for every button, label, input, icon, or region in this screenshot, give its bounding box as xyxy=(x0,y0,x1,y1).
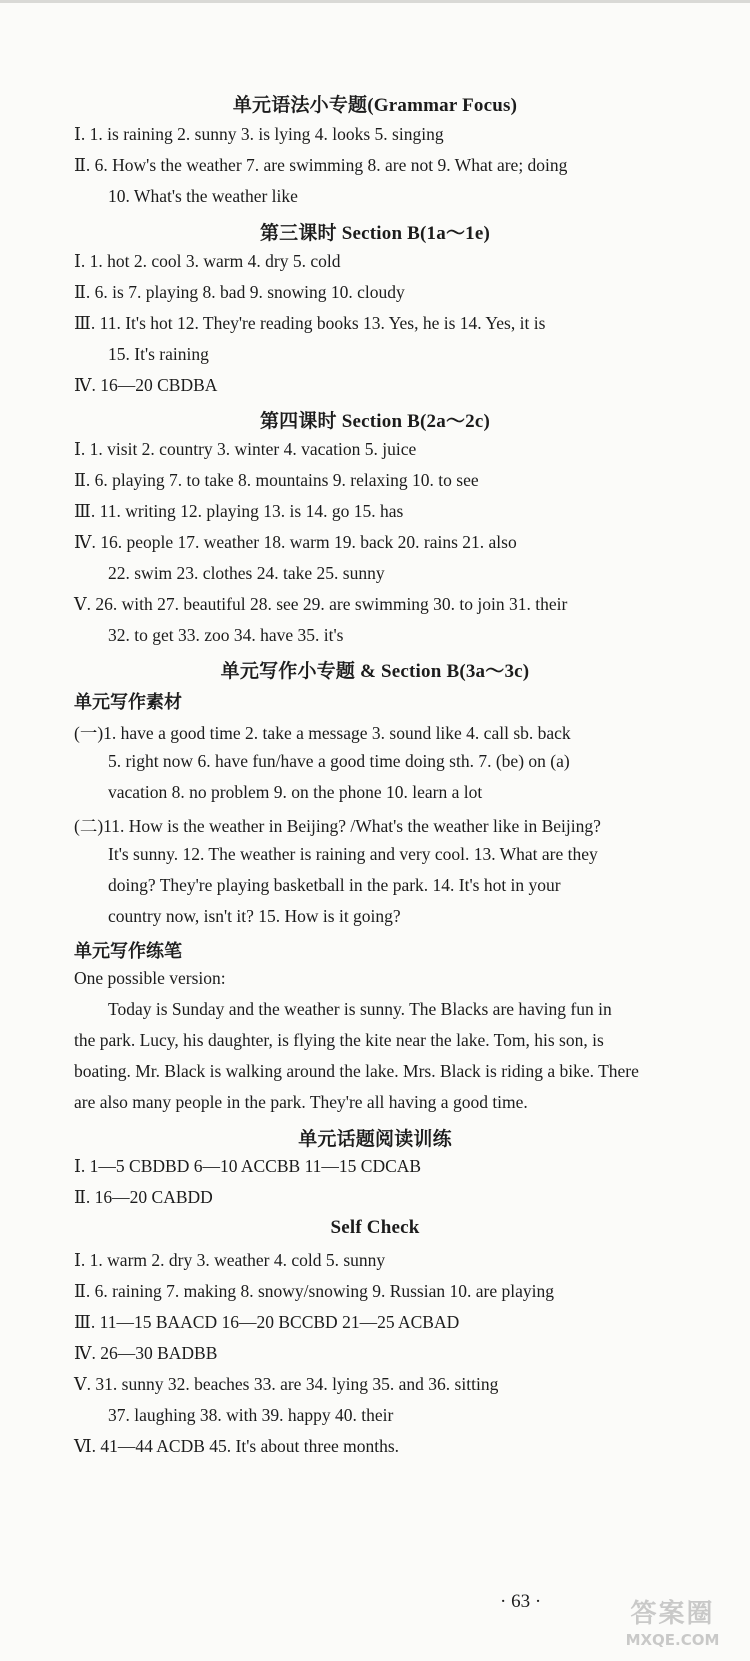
writing-line-4: (二)11. How is the weather in Beijing? /What's the weather like in Beijing? xyxy=(74,816,601,836)
grammar-line-2: Ⅱ. 6. How's the weather 7. are swimming 8. are not 9. What are; doing xyxy=(74,155,568,175)
page-number: · 63 · xyxy=(500,1591,542,1612)
writing-line-1: (一)1. have a good time 2. take a message 3. sound like 4. call sb. back xyxy=(74,723,571,743)
s3-line-1: Ⅰ. 1. hot 2. cool 3. warm 4. dry 5. cold xyxy=(74,251,341,271)
s3-line-2: Ⅱ. 6. is 7. playing 8. bad 9. snowing 10. cloudy xyxy=(74,282,405,302)
grammar-line-3: 10. What's the weather like xyxy=(108,186,298,206)
writing-line-7: country now, isn't it? 15. How is it going? xyxy=(108,906,401,926)
selfcheck-line-5: Ⅴ. 31. sunny 32. beaches 33. are 34. lying 35. and 36. sitting xyxy=(74,1374,499,1394)
heading-writing-section: 单元写作小专题 & Section B(3a～3c) xyxy=(220,661,530,682)
heading-section-b-1a-1e: 第三课时 Section B(1a～1e) xyxy=(259,223,491,244)
s4-line-1: Ⅰ. 1. visit 2. country 3. winter 4. vacation 5. juice xyxy=(74,439,417,459)
s4-line-2: Ⅱ. 6. playing 7. to take 8. mountains 9. relaxing 10. to see xyxy=(74,470,479,490)
practice-line-3: boating. Mr. Black is walking around the lake. Mrs. Black is riding a bike. There xyxy=(74,1061,639,1081)
s3-line-3: Ⅲ. 11. It's hot 12. They're reading books 13. Yes, he is 14. Yes, it is xyxy=(74,313,546,333)
heading-section-b-2a-2c: 第四课时 Section B(2a～2c) xyxy=(259,411,491,432)
practice-line-1: Today is Sunday and the weather is sunny. The Blacks are having fun in xyxy=(108,999,612,1019)
s4-line-7: 32. to get 33. zoo 34. have 35. it's xyxy=(108,625,344,645)
s4-line-4: Ⅳ. 16. people 17. weather 18. warm 19. back 20. rains 21. also xyxy=(74,532,517,552)
selfcheck-line-2: Ⅱ. 6. raining 7. making 8. snowy/snowing 9. Russian 10. are playing xyxy=(74,1281,554,1301)
subheading-writing-material: 单元写作素材 xyxy=(74,692,182,712)
practice-line-2: the park. Lucy, his daughter, is flying the kite near the lake. Tom, his son, is xyxy=(74,1030,604,1050)
top-border xyxy=(0,0,750,3)
selfcheck-line-3: Ⅲ. 11—15 BAACD 16—20 BCCBD 21—25 ACBAD xyxy=(74,1312,460,1332)
reading-line-1: Ⅰ. 1—5 CBDBD 6—10 ACCBB 11—15 CDCAB xyxy=(74,1156,422,1176)
writing-line-5: It's sunny. 12. The weather is raining and very cool. 13. What are they xyxy=(108,844,598,864)
practice-intro: One possible version: xyxy=(74,968,226,988)
selfcheck-line-4: Ⅳ. 26—30 BADBB xyxy=(74,1343,218,1363)
selfcheck-line-6: 37. laughing 38. with 39. happy 40. their xyxy=(108,1405,394,1425)
s3-line-5: Ⅳ. 16—20 CBDBA xyxy=(74,375,218,395)
grammar-line-1: Ⅰ. 1. is raining 2. sunny 3. is lying 4. looks 5. singing xyxy=(74,124,444,144)
s3-line-4: 15. It's raining xyxy=(108,344,209,364)
writing-line-2: 5. right now 6. have fun/have a good time doing sth. 7. (be) on (a) xyxy=(108,751,570,771)
subheading-writing-practice: 单元写作练笔 xyxy=(74,941,182,961)
watermark-text: 答案圈 xyxy=(630,1599,715,1629)
s4-line-3: Ⅲ. 11. writing 12. playing 13. is 14. go 15. has xyxy=(74,501,404,521)
reading-line-2: Ⅱ. 16—20 CABDD xyxy=(74,1187,213,1207)
writing-line-6: doing? They're playing basketball in the park. 14. It's hot in your xyxy=(108,875,561,895)
writing-line-3: vacation 8. no problem 9. on the phone 10. learn a lot xyxy=(108,782,483,802)
heading-self-check: Self Check xyxy=(330,1217,420,1238)
watermark-url: MXQE.COM xyxy=(625,1631,720,1649)
heading-grammar-focus: 单元语法小专题(Grammar Focus) xyxy=(232,95,518,116)
selfcheck-line-1: Ⅰ. 1. warm 2. dry 3. weather 4. cold 5. sunny xyxy=(74,1250,386,1270)
heading-topic-reading: 单元话题阅读训练 xyxy=(298,1129,452,1150)
s4-line-6: Ⅴ. 26. with 27. beautiful 28. see 29. are swimming 30. to join 31. their xyxy=(74,594,568,614)
s4-line-5: 22. swim 23. clothes 24. take 25. sunny xyxy=(108,563,385,583)
selfcheck-line-7: Ⅵ. 41—44 ACDB 45. It's about three months. xyxy=(74,1436,400,1456)
watermark-logo xyxy=(600,1601,745,1659)
practice-line-4: are also many people in the park. They're all having a good time. xyxy=(74,1092,528,1112)
